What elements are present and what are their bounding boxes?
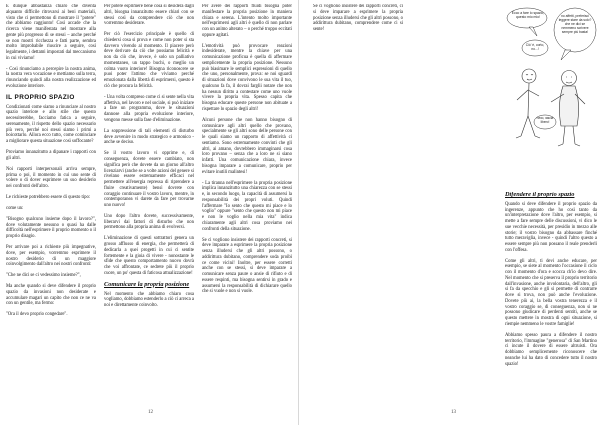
- paragraph: come un:: [6, 205, 24, 211]
- section-heading-comunicare: Comunicare la propria posizione: [104, 280, 190, 288]
- paragraph: È dunque abbastanza chiaro che diventa alquanto difficile ritrovarsi ai beni materiali, visto che ci permettono di mostrare il "potere" che abbiamo raggiunto! Così accade che la ricerca viene manifestata nel mostrare alla gente più progresso di se stessi – anche perché se non mostri ricchezza e fatti parte, sembra molto improbabile riuscire a seguire, così legalmente, i dettami impostati dal meccanismo in cui viviamo!: [6, 4, 96, 61]
- paragraph: Noi rapporti interpersonali arriva sempre, prima o poi, il momento in cui uno sente di volere o di dover esprimere un suo desiderio nei confronti dell'altro.: [6, 166, 96, 189]
- paragraph: Abbiamo spesso paura a difendere il nostro territorio, l'immagine "generosa" di San Martino ci incute il dovere di essere altruisti. Ora dobbiamo semplicemente riconoscere che neanche lui ha dato di concedere tutto il nostro spazio!: [505, 332, 597, 367]
- speech-bubble-right: [554, 8, 596, 60]
- speech-bubble-middle: [522, 40, 548, 56]
- paragraph: La soppressione di tali elementi di disturbo deve avvenire in modo strategico e armonico - anche se deciso.: [104, 128, 194, 146]
- paragraph: L'emotività può provocare reazioni indesiderate, mentre la chiave per una comunicazione proficua è quella di affermare semplicemente la propria posizione. Nessuno può biasimare le semplici espressioni di quello che uno, personalmente, prova: se noi sguardi di situazioni dove convivono le sua vita il tuo, qualcuno fa fa, il dovrai farglii notare che non ha nessun diritto a contestare come uno vuole vivere la propria vita. Spesso capita che bisogna educare queste persone non abituate a rispettare lo spazio degli altri!: [202, 43, 292, 112]
- paragraph: Proviamo innanzitutto a dipanare i rapporti con gli altri.: [6, 150, 96, 161]
- paragraph: Se ci vogliono insistere dei rapporti concreti, ci si deve imparare a esprimere la propria posizione senza illudersi che gli altri possono, o addirittura dubitano, comprendere come ci si sente!: [313, 4, 403, 32]
- paragraph: Condizionati come siamo a rinunciare al nostro spazio interiore e allo stile che questo necessiterebbe, facciamo fatica a seguire, serenamente, il rispetto dello spazio necessario più vero, perché noi stessi siamo i primi a boicottarlo. Allora ecco tutto, come cominciare a migliorare questa situazione così soffocante?: [6, 104, 96, 145]
- paragraph: Per ciò l'esercizio principale è quello di chiedersi cosa si prova e come non poter si sta davvero vivendo al momento. Il piacere però deve derivare da ciò che possiamo felicità e non da ciò che, invece, è solo un palliativo momentaneo, un tappo buchi, o meglio un colma vuoto interiore! Bisogna riconoscere se puoi poter l'attimo che viviamo perché emozionata dalla libertà di esprimersi, questo è ciò che procura la felicità.: [104, 32, 194, 89]
- paragraph: - Una volta compreso come ci si sente nella vita affettiva, nel lavoro e nel sociale, si può iniziare a fare un programma, dove le situazioni dannose alla propria evoluzione interiore, vengono messe sulla fase d'eliminazione.: [104, 94, 194, 123]
- paragraph: Per avere dei rapporti fluidi bisogna poter manifestare la propria posizione in maniera chiara e serena. L'intento molto importante nell'esprimersi agli altri è quello di non parlare con un animo alterato – o perché troppo eccitati oppure agitati.: [202, 4, 292, 38]
- right-column-1: [313, 4, 403, 408]
- right-page: [305, 0, 600, 425]
- speech-bubble-top: [507, 8, 547, 36]
- paragraph: "Ora il devo proprio congedare".: [6, 312, 68, 318]
- page-number: 12: [148, 410, 153, 415]
- bubble-text-middle: Ciò' è, corto, no...!: [525, 43, 545, 51]
- paragraph: Come gli altri, ti devi anche educare, per esempio, se siete al momento l'occasione il ciclo con il momento d'ora e scocca ch'io devo dire. Nel momento che si preserva il proprio territorio dall'invasione, anche involontaria, dell'altro, gli si fa da specchio e gli si permette di contrarre dove si trova, non può anche l'evoluzione. Dovete più ai, la bella vostra tenerezza e il vostro coraggio se, di conseguenza, non si ne possono giudicare di perdenti sentiti, anche se questo mettere in mostra di ogni situazione, si riempie nemmeno le vostre famiglie!: [505, 258, 597, 327]
- right-column-2: [410, 4, 500, 408]
- left-column-3: [202, 4, 292, 408]
- page-gutter: [298, 0, 299, 425]
- cartoon-illustration: [505, 4, 597, 184]
- speech-bubble-bottom: [534, 115, 556, 129]
- right-column-3: [505, 192, 597, 406]
- bubble-text-bottom: hello, lascia libero!: [536, 117, 554, 124]
- paragraph: "Che ne dici se ci vedessimo insieme?",: [6, 273, 81, 279]
- left-page: [0, 0, 295, 425]
- bubble-text-right: no affetti, preferisci leggere stare da solo? che ne dici se nemmeno scrivere sempre più basta!: [558, 14, 592, 34]
- paragraph: Se ci vogliono insistere dei rapporti concreti, si deve imparare a esprimere la propria posizione senza illudersi che gli altri possono, o addirittura dubitano, comprendere soda proibì ce come vicini! Inoltre, per essere corretti anche con se stessi, si deve imparare a comunicare senza paure o ansie di rifiuto e di essere respinti, ma bisogna sentirsi in grado e assumersi la responsabilità di dichiarare quello che si vuole e non si vuole.: [202, 237, 292, 295]
- section-heading-proprio-spazio: IL PROPRIO SPAZIO: [6, 93, 75, 101]
- paragraph: - La tiranna nell'esprimere la propria posizione implica innanzitutto una chiarezza con se stessi e, in secondo luogo, la capacità di assumersi la responsabilità dei propri voluti. Quindi l'affermare "Io sento che questo mi piace e lo voglio" oppure "sento che questo non mi piace e non le voglio nella mia vita" indica chiaramente agli altri cosa proviamo nei confronti della situazione.: [202, 180, 292, 232]
- paragraph: Se il vostro lavoro vi opprime e, di conseguenza, dovete essere cambiato, non significa però che dovete da un giorno all'altro licenziarvi (anche se a volte azioni del genere si rivelano essere estremamente efficaci nel permettere all'energia repressa di riprendere a fluire creativamente) bensì dovrete con coraggio continuare il vostro lavoro, mentre, in contemporanea vi darete da fare per trovarne uno nuovo!: [104, 151, 194, 208]
- paragraph: Nel momento che abbiamo chiaro cosa vogliamo, dobbiamo estenderlo a ciò ci arreca a noi e direttamente coinvolto.: [104, 291, 194, 309]
- paragraph: Per arrivare poi a richieste più impegnative, dove, per esempio, vorremmo esprimere il nostro desiderio di un maggiore coinvolgimento dall'altro nei nostri confronti:: [6, 245, 96, 268]
- paragraph: L'eliminazione di questi sottrattori genera un grosso afflusso di energia, che permetterà di dedicarla a quei progetti in cui ci sentite fortemente e la gioia di vivere - nonostante le sfide che questo comportamento nuovo dovrà che voi affrontate, ce sedrete più il proprio cuore, un po' questa di faticosa attualizzazione!: [104, 236, 194, 276]
- bubble-text-top: Ecco a fare lo spazio, questo mio mio!: [511, 11, 545, 19]
- left-column-2: [104, 4, 194, 408]
- paragraph: Uno dopo l'altro dovete, successivamente, liberarvi dai fattori di disturbo che non permettono alla propria anima di evolversi.: [104, 213, 194, 231]
- page-number: 13: [451, 410, 456, 415]
- section-heading-difendere: Difendere il proprio spazio: [505, 192, 575, 198]
- cartoon-figure-right: [551, 71, 585, 147]
- paragraph: - Così rinunciamo a percepire la nostra anima, la nostra vera vocazione e mettiamo sulla terra, rinunciando quindi alla nostra realizzazione ed evoluzione interiore.: [6, 66, 96, 89]
- paragraph: Quando si deve difendere il proprio spazio da ingerenze, appunto che ho così tanto da un'interpretazione dove l'altro, per esempio, si mette a fare sempre delle discussioni, vi dico le sue vecchie necessità, per presidio in mezzo alle storie; il vostro bisogno da abbassare finché tutto meraviglia, invece - quindi l'altro questo a essere sempre più non possano il reale prenderli con l'offesa.: [505, 201, 597, 253]
- left-column-1: [6, 4, 96, 408]
- paragraph: Alcuni persone che non hanno bisogno di comunicare agli altri quello che provano, specialmente se gli altri sono delle persone con le quali siamo un rapporto di affettività ci sentiamo. Sono estremamente convinti che gli altri, ai amano, dovrebbero immaginarsi cosa loro provano – senza che a loro ne si siano infatti. Una comunicazione chiara, invece bisogna imparare a comunicare, proprio per evitare inutili malintesi!: [202, 117, 292, 175]
- paragraph: "Bisogno qualcuno insieme dopo il lavoro?", dove volutamente nessuno o quasi ha dalle difficoltà nell'esprimere il proprio momento o il proprio disagio.: [6, 216, 96, 240]
- paragraph: Per potere esprimere bene cosa si desidera dagli altri, bisogna innanzitutto essere chiari con se stessi così da comprendere ciò che non vorremmo desiderare.: [104, 4, 194, 27]
- paragraph: Ma anche quando si deve difendere il proprio spazio da invasioni non desiderate e accumulare magari un capito che non ce ne va con un gentile, ma fermo:: [6, 284, 96, 307]
- paragraph: Le richieste potrebbero essere di questo tipo:: [6, 194, 91, 200]
